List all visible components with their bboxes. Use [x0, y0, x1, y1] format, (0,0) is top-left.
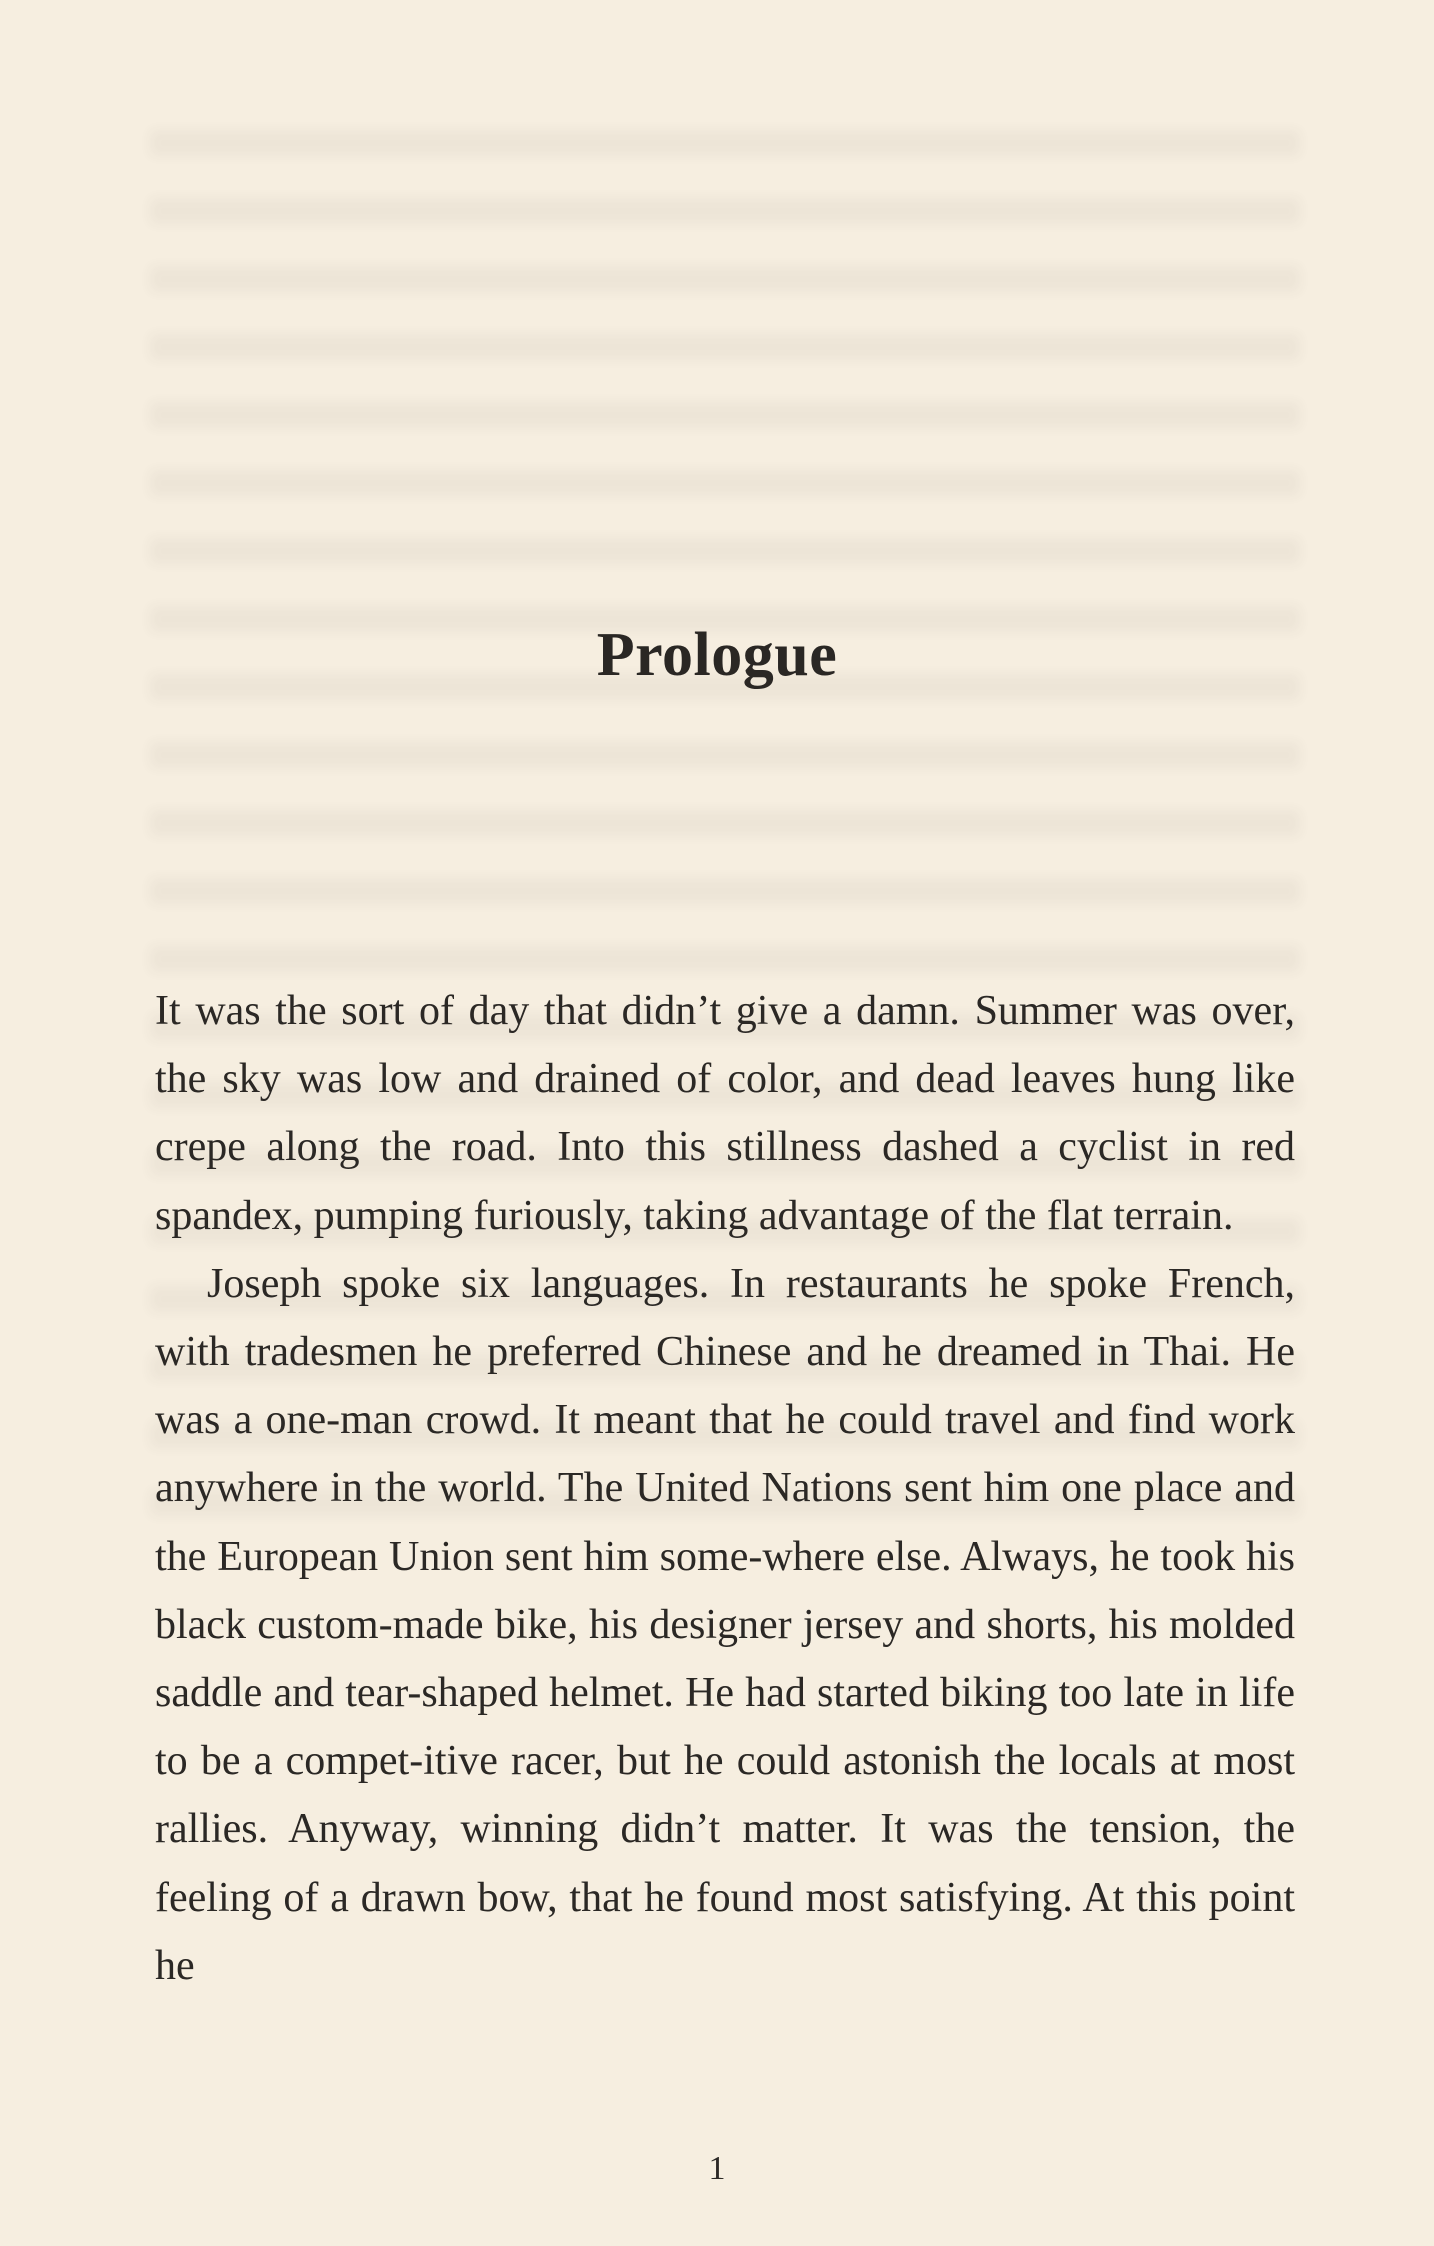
page-number: 1 — [708, 2150, 726, 2187]
paragraph-2: Joseph spoke six languages. In restaurants he spoke French, with tradesmen he preferred Chinese and he dreamed in Thai. He was a one-man crowd. It meant that he could travel and find work anywhere in the world. The United Nations sent him one place and the European Union sent him some-where else. Always, he took his black custom-made bike, his designer jersey and shorts, his molded saddle and tear-shaped helmet. He had started biking too late in life to be a compet-itive racer, but he could astonish the locals at most rallies. Anyway, winning didn’t matter. It was the tension, the feeling of a drawn bow, that he found most satisfying. At this point he — [155, 1260, 1295, 1989]
paragraph-1: It was the sort of day that didn’t give a damn. Summer was over, the sky was low and drained of color, and dead leaves hung like crepe along the road. Into this stillness dashed a cyclist in red spandex, pumping furiously, taking advantage of the flat terrain. — [155, 988, 1295, 1239]
body-text — [155, 977, 1295, 2000]
chapter-title: Prologue — [596, 621, 838, 689]
